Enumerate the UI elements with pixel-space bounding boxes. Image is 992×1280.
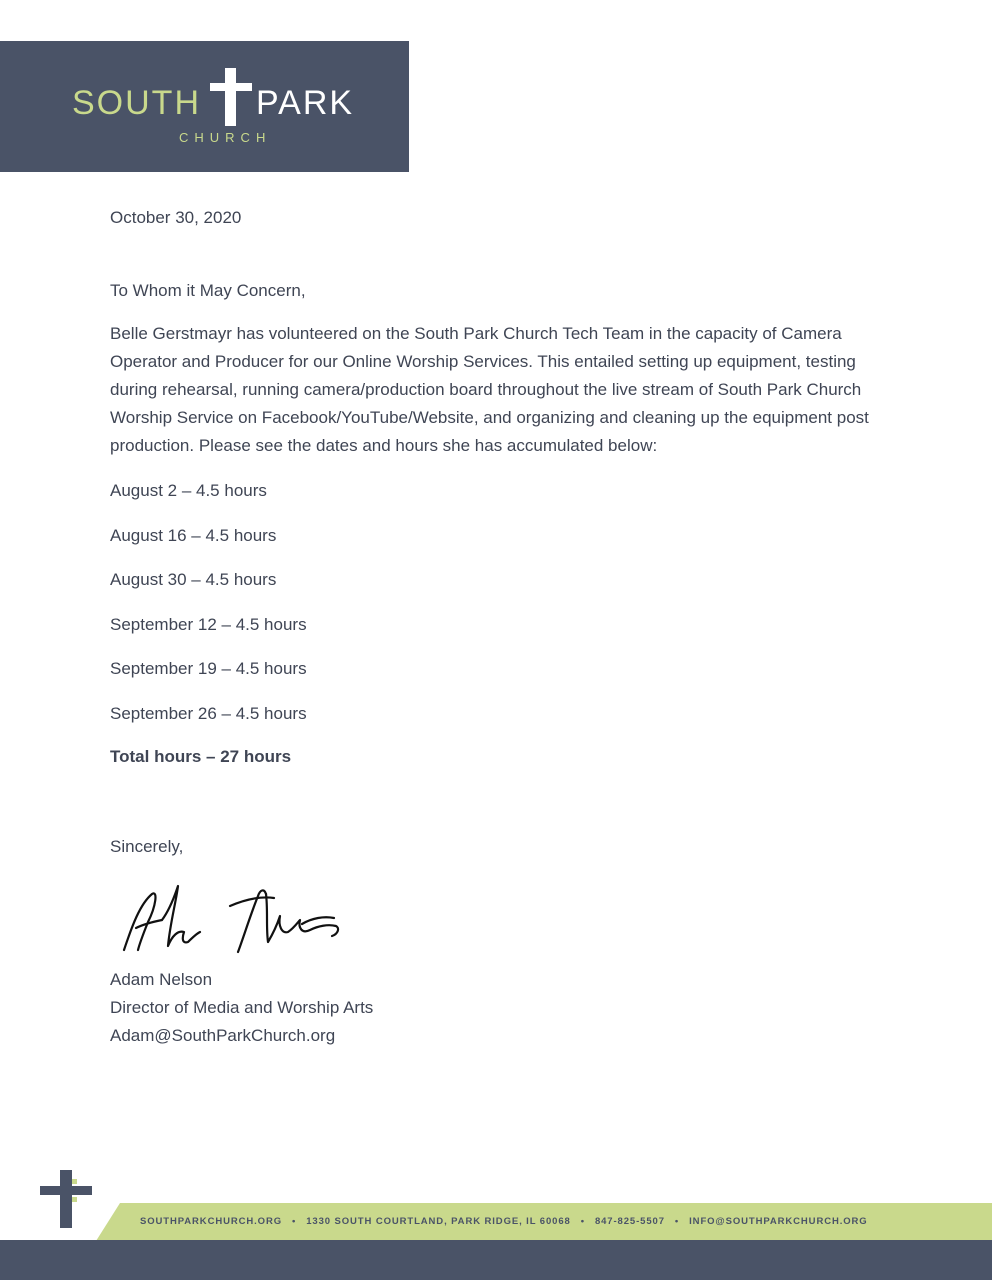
hours-entry: August 30 – 4.5 hours <box>110 570 277 589</box>
hours-entry: September 19 – 4.5 hours <box>110 659 307 678</box>
letter-body: Belle Gerstmayr has volunteered on the South Park Church Tech Team in the capacity of Camera Operator and Producer for our Online Worship Services. This entailed setting up equipment, testing during rehearsal, running camera/production board throughout the live stream of South Park Church Worship Service on Facebook/YouTube/Website, and organizing and cleaning up the equipment post production. Please see the dates and hours she has accumulated below: <box>110 324 869 455</box>
hours-entry: August 16 – 4.5 hours <box>110 525 277 545</box>
hours-entry: September 26 – 4.5 hours <box>110 703 307 723</box>
handwritten-signature <box>118 876 348 956</box>
signer-email: Adam@SouthParkChurch.org <box>110 1026 336 1045</box>
footer-separator: • <box>292 1216 297 1227</box>
cross-logo-icon <box>208 66 254 126</box>
logo-church-text: CHURCH <box>179 130 272 145</box>
footer-separator: • <box>580 1216 585 1227</box>
footer-separator: • <box>674 1216 680 1227</box>
hours-entry: August 2 – 4.5 hours <box>110 481 267 500</box>
letter-greeting: To Whom it May Concern, <box>110 281 306 300</box>
letter-date: October 30, 2020 <box>110 208 242 227</box>
footer-cross-icon <box>40 1170 92 1228</box>
footer-phone: 847-825-5507 <box>594 1216 665 1227</box>
logo-south-text: SOUTH <box>72 84 201 122</box>
signer-title: Director of Media and Worship Arts <box>110 998 374 1017</box>
signer-name: Adam Nelson <box>110 970 213 989</box>
footer-email: INFO@SOUTHPARKCHURCH.ORG <box>689 1216 868 1227</box>
total-hours: Total hours – 27 hours <box>110 747 292 766</box>
hours-list <box>110 477 307 744</box>
footer-navy-band <box>0 1240 992 1280</box>
logo-park-text: PARK <box>256 84 355 122</box>
hours-entry: September 12 – 4.5 hours <box>110 614 307 634</box>
footer-contact-line <box>140 1216 868 1227</box>
footer-website: SOUTHPARKCHURCH.ORG <box>140 1216 283 1227</box>
signature-block <box>110 966 373 1050</box>
letter-closing: Sincerely, <box>110 837 184 856</box>
footer-address: 1330 SOUTH COURTLAND, PARK RIDGE, IL 60068 <box>306 1216 571 1227</box>
